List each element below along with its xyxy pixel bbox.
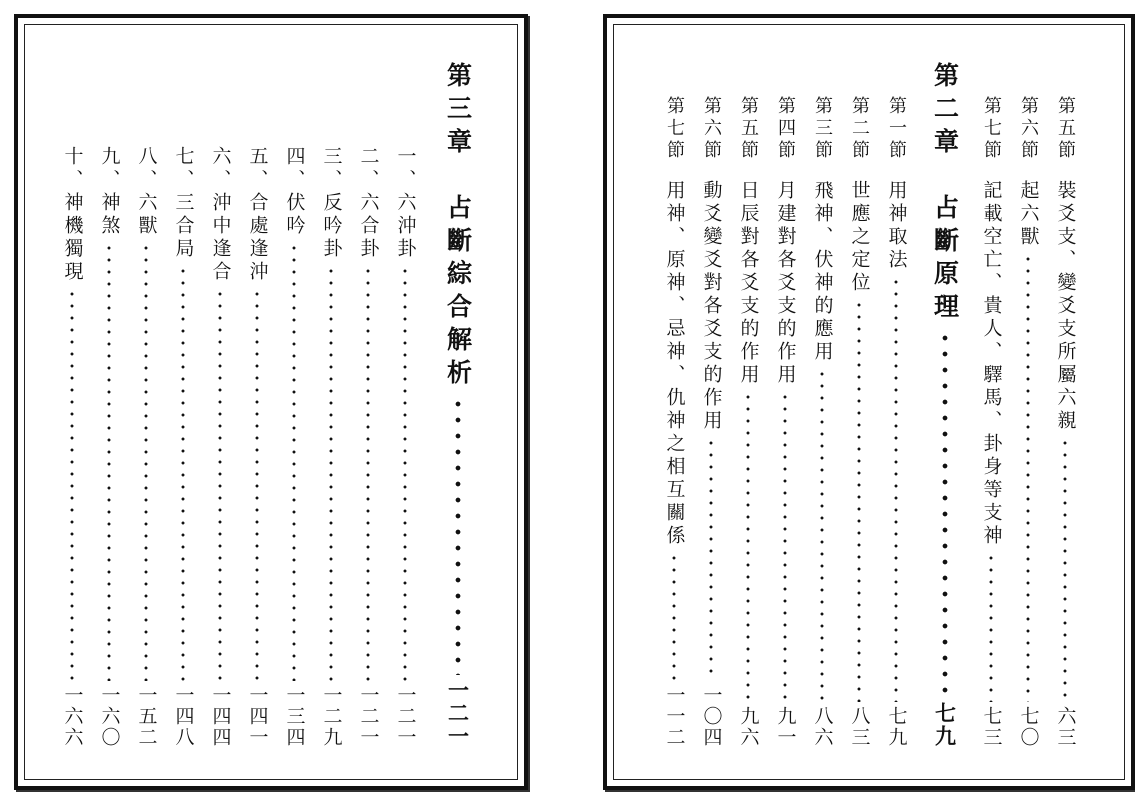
section-title: 日辰對各爻支的作用 xyxy=(737,180,760,387)
toc-item[interactable] xyxy=(390,18,420,786)
page-number: 七三 xyxy=(980,706,1003,748)
toc-item[interactable] xyxy=(279,18,309,786)
page-number: 一六〇 xyxy=(98,685,121,748)
section-number: 第二節 xyxy=(849,96,870,162)
section-title: 用神取法 xyxy=(885,180,908,272)
leader-dots xyxy=(70,288,74,681)
leader-dots xyxy=(144,242,148,681)
leader-dots xyxy=(989,552,993,702)
item-title: 五、合處逢沖 xyxy=(246,146,269,284)
section-title: 起六獸 xyxy=(1017,180,1040,249)
page-number: 八六 xyxy=(811,706,834,748)
item-title: 六、沖中逢合 xyxy=(209,146,232,284)
page-number: 一二一 xyxy=(357,685,380,748)
item-title: 八、六獸 xyxy=(135,146,158,238)
page-number: 一二九 xyxy=(320,685,343,748)
toc-item[interactable] xyxy=(353,18,383,786)
toc-item[interactable] xyxy=(168,18,198,786)
toc-item[interactable] xyxy=(316,18,346,786)
section-number: 第七節 xyxy=(664,96,685,162)
leader-dots xyxy=(820,368,824,702)
section-number: 第七節 xyxy=(981,96,1002,162)
page-number: 一四四 xyxy=(209,685,232,748)
page-number: 一二一 xyxy=(445,679,471,748)
toc-section[interactable] xyxy=(1050,18,1080,786)
leader-dots xyxy=(329,265,333,681)
chapter-title: 第二章 占斷原理 xyxy=(930,62,960,326)
toc-item[interactable] xyxy=(57,18,87,786)
leader-dots xyxy=(857,299,861,702)
page-number: 七九 xyxy=(932,702,958,748)
leader-dots xyxy=(181,265,185,681)
section-number: 第六節 xyxy=(701,96,722,162)
leader-dots xyxy=(1026,253,1030,702)
leader-dots xyxy=(709,437,713,681)
section-number: 第五節 xyxy=(738,96,759,162)
section-title: 動爻變爻對各爻支的作用 xyxy=(700,180,723,433)
item-title: 四、伏吟 xyxy=(283,146,306,238)
toc-section[interactable] xyxy=(807,18,837,786)
section-number: 第一節 xyxy=(886,96,907,162)
page-number: 九六 xyxy=(737,706,760,748)
leader-dots xyxy=(218,288,222,681)
item-title: 九、神煞 xyxy=(98,146,121,238)
section-number: 第六節 xyxy=(1018,96,1039,162)
page-number: 八三 xyxy=(848,706,871,748)
chapter-entry[interactable] xyxy=(925,18,965,786)
section-title: 用神、原神、忌神、仇神之相互關係 xyxy=(663,180,686,548)
leader-dots xyxy=(455,396,461,675)
page-number: 一四一 xyxy=(246,685,269,748)
leader-dots xyxy=(403,265,407,681)
section-title: 月建對各爻支的作用 xyxy=(774,180,797,387)
section-title: 記載空亡、貴人、驛馬、卦身等支神 xyxy=(980,180,1003,548)
leader-dots xyxy=(942,330,948,698)
page-number: 一一二 xyxy=(663,685,686,748)
section-number: 第三節 xyxy=(812,96,833,162)
leader-dots xyxy=(783,391,787,702)
toc-section[interactable] xyxy=(733,18,763,786)
page-number: 一四八 xyxy=(172,685,195,748)
page-number: 一〇四 xyxy=(700,685,723,748)
leader-dots xyxy=(746,391,750,702)
item-title: 七、三合局 xyxy=(172,146,195,261)
leader-dots xyxy=(366,265,370,681)
item-title: 一、六沖卦 xyxy=(394,146,417,261)
page-number: 六三 xyxy=(1054,706,1077,748)
section-title: 飛神、伏神的應用 xyxy=(811,180,834,364)
toc-item[interactable] xyxy=(242,18,272,786)
section-number: 第四節 xyxy=(775,96,796,162)
page-number: 一三四 xyxy=(283,685,306,748)
page-number: 一五二 xyxy=(135,685,158,748)
item-title: 十、神機獨現 xyxy=(61,146,84,284)
toc-item[interactable] xyxy=(205,18,235,786)
toc-section[interactable] xyxy=(770,18,800,786)
toc-item[interactable] xyxy=(94,18,124,786)
section-number: 第五節 xyxy=(1055,96,1076,162)
leader-dots xyxy=(1063,437,1067,702)
item-title: 二、六合卦 xyxy=(357,146,380,261)
page-number: 七九 xyxy=(885,706,908,748)
toc-section[interactable] xyxy=(1013,18,1043,786)
toc-section[interactable] xyxy=(844,18,874,786)
section-title: 世應之定位 xyxy=(848,180,871,295)
toc-section[interactable] xyxy=(976,18,1006,786)
page-number: 一二一 xyxy=(394,685,417,748)
page-number: 七〇 xyxy=(1017,706,1040,748)
leader-dots xyxy=(894,276,898,702)
chapter-entry[interactable] xyxy=(438,18,478,786)
item-title: 三、反吟卦 xyxy=(320,146,343,261)
leader-dots xyxy=(672,552,676,681)
right-page xyxy=(603,14,1135,790)
left-page xyxy=(14,14,528,790)
leader-dots xyxy=(255,288,259,681)
leader-dots xyxy=(292,242,296,681)
page-number: 一六六 xyxy=(61,685,84,748)
toc-section[interactable] xyxy=(696,18,726,786)
leader-dots xyxy=(107,242,111,681)
toc-item[interactable] xyxy=(131,18,161,786)
page-number: 九一 xyxy=(774,706,797,748)
section-title: 裝爻支、變爻支所屬六親 xyxy=(1054,180,1077,433)
toc-section[interactable] xyxy=(881,18,911,786)
chapter-title: 第三章 占斷綜合解析 xyxy=(443,62,473,392)
toc-section[interactable] xyxy=(659,18,689,786)
